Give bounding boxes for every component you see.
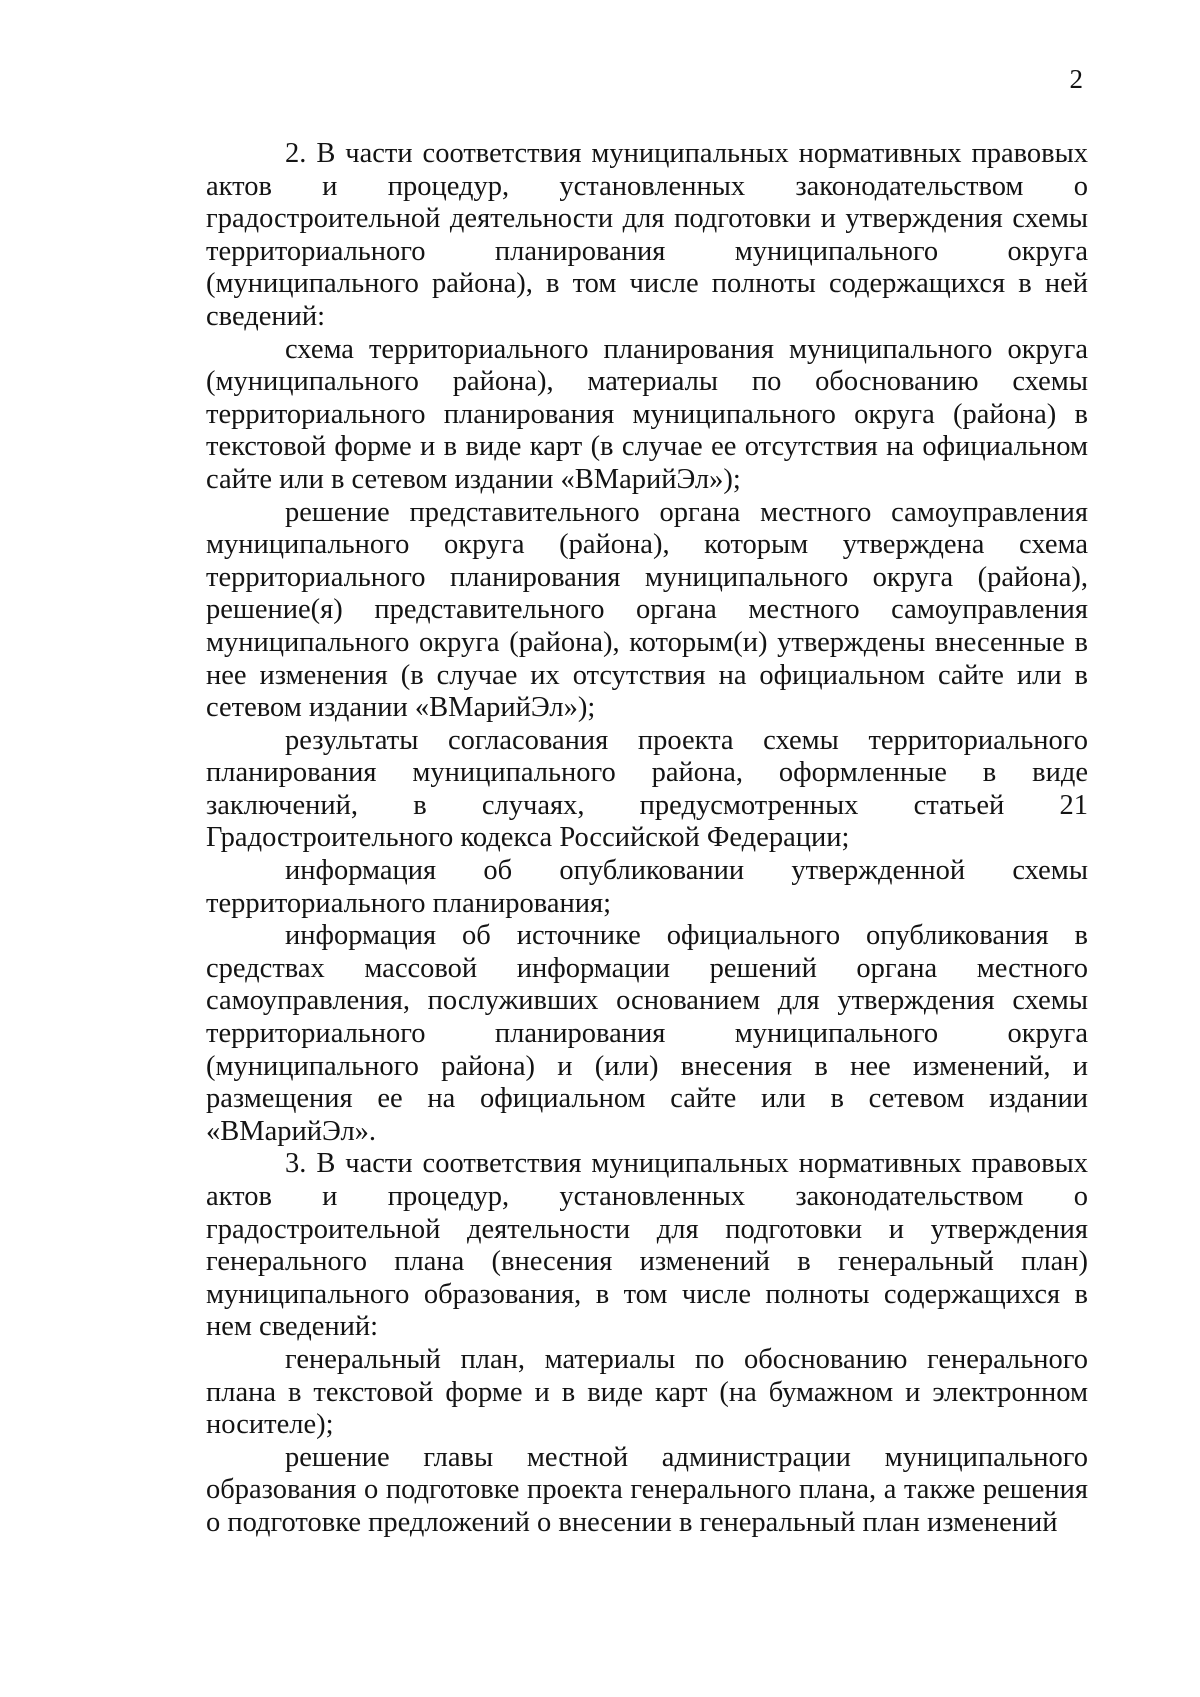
paragraph-publication-info: информация об опубликовании утвержденной схемы территориального планирования; [206,855,1088,919]
page-number: 2 [1069,64,1083,94]
document-body [206,138,1088,1540]
paragraph-section-2-heading: 2. В части соответствия муниципальных нормативных правовых актов и процедур, установленных законодательством о градостроительной деятельности для подготовки и утверждения схемы территориального планирования муниципального округа (муниципального района), в том числе полноты содержащихся в ней сведений: [206,138,1088,332]
paragraph-territorial-scheme: схема территориального планирования муниципального округа (муниципального района), материалы по обоснованию схемы территориального планирования муниципального округа (района) в текстовой форме и в виде карт (в случае ее отсутствия на официальном сайте или в сетевом издании «ВМарийЭл»); [206,333,1088,495]
paragraph-approval-results: результаты согласования проекта схемы территориального планирования муниципального района, оформленные в виде заключений, в случаях, предусмотренных статьей 21 Градостроительного кодекса Российской Федерации; [206,724,1088,854]
paragraph-administration-decision: решение главы местной администрации муниципального образования о подготовке проекта генерального плана, а также решения о подготовке предложений о внесении в генеральный план изменений [206,1441,1088,1538]
paragraph-section-3-heading: 3. В части соответствия муниципальных нормативных правовых актов и процедур, установленных законодательством о градостроительной деятельности для подготовки и утверждения генерального плана (внесения изменений в генеральный план) муниципального образования, в том числе полноты содержащихся в нем сведений: [206,1148,1088,1343]
paragraph-general-plan: генеральный план, материалы по обоснованию генерального плана в текстовой форме и в виде карт (на бумажном и электронном носителе); [206,1343,1088,1441]
paragraph-official-source-info: информация об источнике официального опубликования в средствах массовой информации решений органа местного самоуправления, послуживших основанием для утверждения схемы территориального планирования муниципального округа (муниципального района) и (или) внесения в нее изменений, и размещения ее на официальном сайте или в сетевом издании «ВМарийЭл». [206,920,1088,1147]
paragraph-representative-decision: решение представительного органа местного самоуправления муниципального округа (района), которым утверждена схема территориального планирования муниципального округа (района), решение(я) представительного органа местного самоуправления муниципального округа (района), которым(и) утверждены внесенные в нее изменения (в случае их отсутствия на официальном сайте или в сетевом издании «ВМарийЭл»); [206,496,1088,724]
